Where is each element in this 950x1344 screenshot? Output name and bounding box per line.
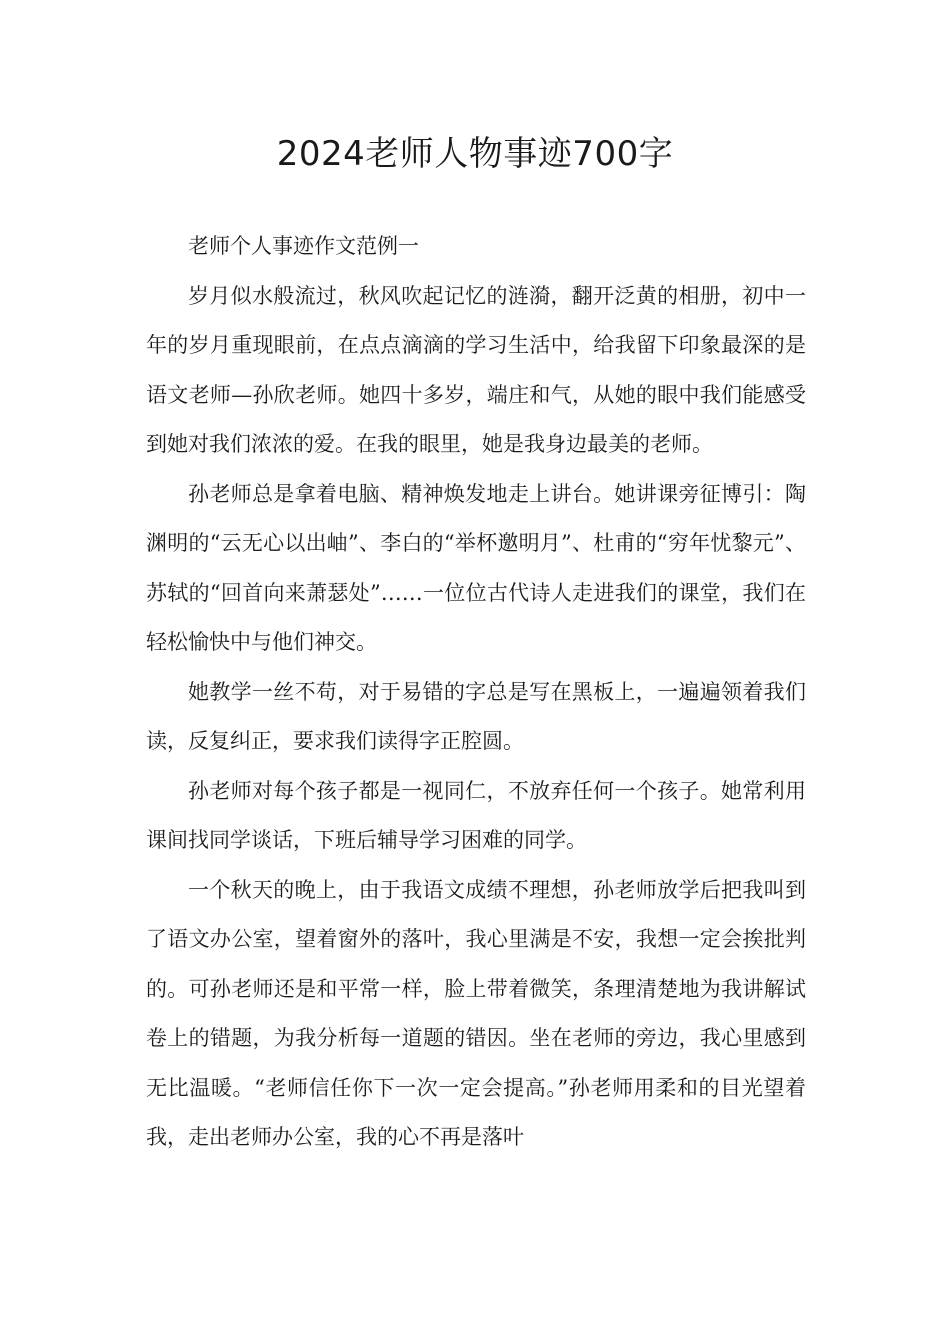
paragraph: 孙老师总是拿着电脑、精神焕发地走上讲台。她讲课旁征博引：陶渊明的“云无心以出岫”、李白的“举杯邀明月”、杜甫的“穷年忧黎元”、苏轼的“回首向来萧瑟处”……一位位古代诗人走进我们的课堂，我们在轻松愉快中与他们神交。 bbox=[146, 481, 806, 654]
paragraph: 岁月似水般流过，秋风吹起记忆的涟漪，翻开泛黄的相册，初中一年的岁月重现眼前，在点点滴滴的学习生活中，给我留下印象最深的是语文老师—孙欣老师。她四十多岁，端庄和气，从她的眼中我们能感受到她对我们浓浓的爱。在我的眼里，她是我身边最美的老师。 bbox=[146, 283, 806, 456]
document-title: 2024老师人物事迹700字 bbox=[276, 134, 674, 174]
paragraph: 孙老师对每个孩子都是一视同仁，不放弃任何一个孩子。她常利用课间找同学谈话，下班后辅导学习困难的同学。 bbox=[146, 778, 806, 852]
paragraph: 一个秋天的晚上，由于我语文成绩不理想，孙老师放学后把我叫到了语文办公室，望着窗外的落叶，我心里满是不安，我想一定会挨批判的。可孙老师还是和平常一样，脸上带着微笑，条理清楚地为我讲解试卷上的错题，为我分析每一道题的错因。坐在老师的旁边，我心里感到无比温暖。“老师信任你下一次一定会提高。”孙老师用柔和的目光望着我，走出老师办公室，我的心不再是落叶 bbox=[146, 877, 806, 1149]
section-heading: 老师个人事迹作文范例一 bbox=[188, 234, 419, 258]
document-body bbox=[146, 222, 806, 1163]
paragraph: 她教学一丝不苟，对于易错的字总是写在黑板上，一遍遍领着我们读，反复纠正，要求我们读得字正腔圆。 bbox=[146, 679, 806, 753]
